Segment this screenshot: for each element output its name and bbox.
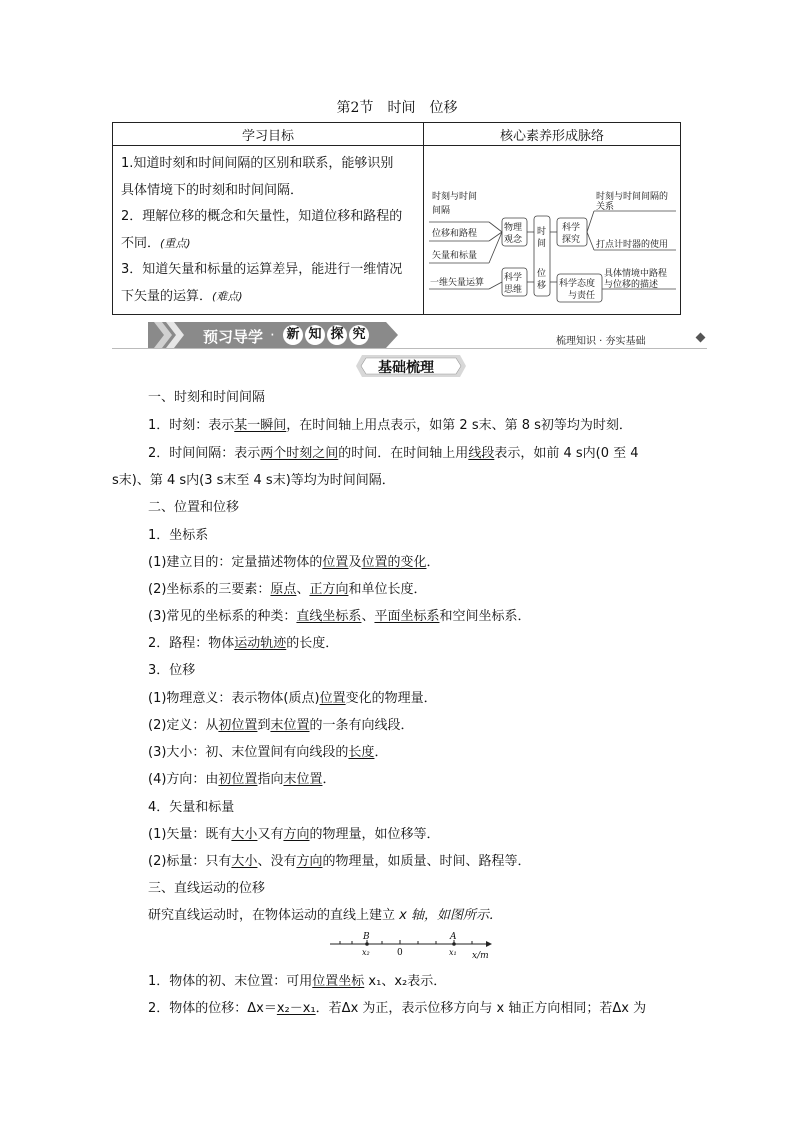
concept-map	[424, 146, 681, 316]
section-3-heading: 三、直线运动的位移	[148, 881, 266, 896]
box-tanjiu-1: 科学	[562, 223, 581, 233]
coord-elements: (2)坐标系的三要素：原点、正方向和单位长度．	[148, 582, 427, 597]
axis-label-x1: x₁	[449, 948, 457, 957]
concept-map-cell	[424, 146, 681, 315]
band-dot: ·	[270, 326, 275, 344]
para-moment: 1．时刻：表示某一瞬间，在时间轴上用点表示，如第 2 s末、第 8 s初等均为时刻．	[148, 418, 632, 433]
goal-3a: 3．知道矢量和标量的运算差异，能进行一维情况	[121, 262, 403, 277]
axis-label-B: B	[363, 932, 370, 942]
map-right-3b: 与位移的描述	[604, 280, 659, 290]
map-right-3a: 具体情境中路程	[604, 269, 668, 279]
box-center-1: 时	[537, 227, 547, 237]
goal-3b: 下矢量的运算．	[121, 288, 213, 304]
box-center-4: 移	[537, 281, 547, 291]
disp-direction: (4)方向：由初位置指向末位置．	[148, 772, 336, 787]
goal-1b: 具体情境下的时刻和时间间隔．	[121, 182, 304, 198]
box-wuli-2: 观念	[504, 235, 523, 245]
col-header-map: 核心素养形成脉络	[424, 123, 681, 146]
goals-cell	[113, 146, 424, 315]
diamond-icon	[696, 333, 706, 343]
heading-displacement: 3．位移	[148, 663, 196, 678]
map-right-1a: 时刻与时间间隔的	[596, 192, 669, 202]
heading-coord: 1．坐标系	[148, 528, 209, 543]
axis-label-x2: x₂	[362, 948, 370, 957]
axis-label-A: A	[450, 932, 457, 942]
box-taidu-1: 科学态度	[559, 279, 596, 289]
coord-types: (3)常见的坐标系的种类：直线坐标系、平面坐标系和空间坐标系．	[148, 609, 531, 624]
band-right-label: 梳理知识 · 夯实基础	[556, 336, 646, 347]
box-kexue-2: 思维	[504, 285, 523, 295]
sub-heading	[356, 355, 466, 377]
section-1-heading: 一、时刻和时间间隔	[148, 390, 266, 405]
box-taidu-2: 与责任	[568, 291, 596, 301]
disp-definition: (2)定义：从初位置到末位置的一条有向线段．	[148, 718, 414, 733]
map-left-1a: 时刻与时间	[432, 192, 478, 202]
goal-2b: 不同．	[121, 235, 161, 251]
axis-unit: x/m	[472, 951, 489, 961]
map-left-4: 一维矢量运算	[430, 278, 485, 288]
box-center-3: 位	[537, 269, 547, 279]
axis-label-0: 0	[397, 948, 403, 958]
col-header-goals: 学习目标	[113, 123, 424, 146]
box-kexue-1: 科学	[504, 273, 523, 283]
band-char-2: 知	[305, 325, 325, 345]
box-center-2: 间	[537, 239, 547, 249]
x-axis-figure	[328, 928, 498, 962]
heading-vector: 4．矢量和标量	[148, 800, 235, 815]
map-left-2: 位移和路程	[432, 229, 478, 239]
vector-def: (1)矢量：既有大小又有方向的物理量，如位移等．	[148, 827, 440, 842]
goal-1a: 1.知道时刻和时间间隔的区别和联系，能够识别	[121, 156, 394, 171]
section-2-heading: 二、位置和位移	[148, 500, 240, 515]
heading-path: 2．路程：物体运动轨迹的长度．	[148, 636, 339, 651]
sub-heading-text: 基础梳理	[378, 360, 434, 376]
difficulty-tag: (难点)	[212, 289, 243, 303]
displacement-formula: 2．物体的位移：Δx＝x₂－x₁．若Δx 为正，表示位移方向与 x 轴正方向相同；若Δx 为	[148, 1001, 647, 1016]
scalar-def: (2)标量：只有大小、没有方向的物理量，如质量、时间、路程等．	[148, 854, 531, 869]
para-interval-cont: s末)、第 4 s内(3 s末至 4 s末)等均为时间间隔．	[112, 473, 395, 488]
band-char-1: 新	[283, 325, 303, 345]
map-left-3: 矢量和标量	[432, 251, 478, 261]
map-left-1b: 间隔	[432, 206, 451, 216]
band-char-4: 究	[349, 325, 369, 345]
band-char-3: 探	[327, 325, 347, 345]
map-right-1b: 关系	[596, 202, 615, 212]
para-interval: 2．时间间隔：表示两个时刻之间的时间．在时间轴上用线段表示，如前 4 s内(0 至 4	[148, 446, 639, 461]
section-band	[148, 322, 398, 348]
axis-intro: 研究直线运动时，在物体运动的直线上建立 x 轴，如图所示．	[148, 908, 502, 923]
band-rule	[112, 348, 707, 349]
disp-magnitude: (3)大小：初、末位置间有向线段的长度．	[148, 745, 388, 760]
band-label: 预习导学	[203, 328, 264, 346]
key-point-tag: (重点)	[160, 236, 191, 250]
coord-purpose: (1)建立目的：定量描述物体的位置及位置的变化．	[148, 555, 440, 570]
box-tanjiu-2: 探究	[562, 235, 581, 245]
box-wuli-1: 物理	[504, 223, 523, 233]
disp-meaning: (1)物理意义：表示物体(质点)位置变化的物理量．	[148, 691, 437, 706]
goal-2a: 2．理解位移的概念和矢量性，知道位移和路程的	[121, 209, 403, 224]
goals-table	[112, 122, 681, 315]
page-title: 第2节 时间 位移	[336, 100, 458, 116]
initial-final-position: 1．物体的初、末位置：可用位置坐标 x₁、x₂表示．	[148, 974, 447, 989]
map-right-2: 打点计时器的使用	[596, 240, 669, 250]
